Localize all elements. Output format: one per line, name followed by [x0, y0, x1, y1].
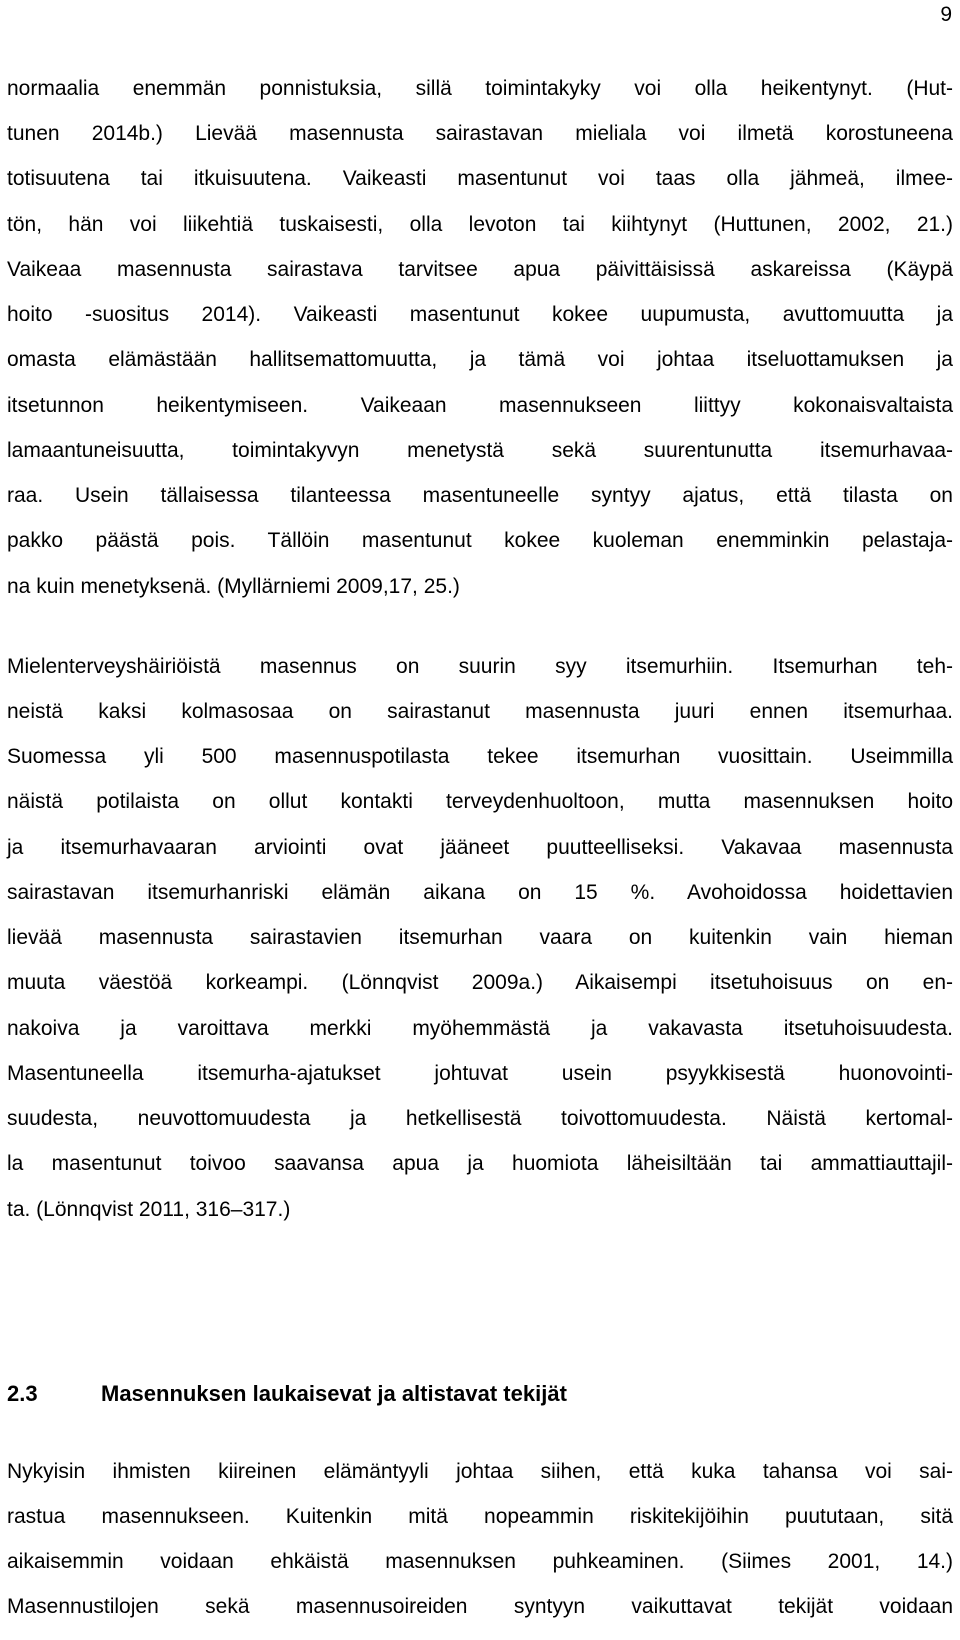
text-line: omasta elämästään hallitsemattomuutta, ja tämä voi johtaa itseluottamuksen ja — [7, 348, 953, 371]
text-line: tön, hän voi liikehtiä tuskaisesti, olla levoton tai kiihtynyt (Huttunen, 2002, 21.) — [7, 213, 953, 236]
section-heading — [7, 1380, 953, 1408]
text-line: hoito -suositus 2014). Vaikeasti masentunut kokee uupumusta, avuttomuutta ja — [7, 303, 953, 326]
text-line: rastua masennukseen. Kuitenkin mitä nopeammin riskitekijöihin puututaan, sitä — [7, 1505, 953, 1528]
text-line: raa. Usein tällaisessa tilanteessa masentuneelle syntyy ajatus, että tilasta on — [7, 484, 953, 507]
text-line: Masentuneella itsemurha-ajatukset johtuvat usein psyykkisestä huonovointi- — [7, 1062, 953, 1085]
text-line: Suomessa yli 500 masennuspotilasta tekee itsemurhan vuosittain. Useimmilla — [7, 745, 953, 768]
text-line: Mielenterveyshäiriöistä masennus on suurin syy itsemurhiin. Itsemurhan teh- — [7, 655, 953, 678]
text-line: normaalia enemmän ponnistuksia, sillä toimintakyky voi olla heikentynyt. (Hut- — [7, 77, 953, 100]
text-line: itsetunnon heikentymiseen. Vaikeaan masennukseen liittyy kokonaisvaltaista — [7, 394, 953, 417]
text-line: muuta väestöä korkeampi. (Lönnqvist 2009a.) Aikaisempi itsetuhoisuus on en- — [7, 971, 953, 994]
text-line: ta. (Lönnqvist 2011, 316–317.) — [7, 1198, 291, 1221]
text-line: näistä potilaista on ollut kontakti terveydenhuoltoon, mutta masennuksen hoito — [7, 790, 953, 813]
text-line: nakoiva ja varoittava merkki myöhemmästä ja vakavasta itsetuhoisuudesta. — [7, 1017, 953, 1040]
text-line: sairastavan itsemurhanriski elämän aikana on 15 %. Avohoidossa hoidettavien — [7, 881, 953, 904]
text-line: ja itsemurhavaaran arviointi ovat jääneet puutteelliseksi. Vakavaa masennusta — [7, 836, 953, 859]
text-line: Nykyisin ihmisten kiireinen elämäntyyli johtaa siihen, että kuka tahansa voi sai- — [7, 1460, 953, 1483]
text-line: Masennustilojen sekä masennusoireiden syntyyn vaikuttavat tekijät voidaan — [7, 1595, 953, 1618]
text-line: tunen 2014b.) Lievää masennusta sairastavan mieliala voi ilmetä korostuneena — [7, 122, 953, 145]
text-line: aikaisemmin voidaan ehkäistä masennuksen puhkeaminen. (Siimes 2001, 14.) — [7, 1550, 953, 1573]
text-line: na kuin menetyksenä. (Myllärniemi 2009,17, 25.) — [7, 575, 460, 598]
section-number: 2.3 — [7, 1381, 38, 1406]
text-line: suudesta, neuvottomuudesta ja hetkellisestä toivottomuudesta. Näistä kertomal- — [7, 1107, 953, 1130]
text-line: la masentunut toivoo saavansa apua ja huomiota läheisiltään tai ammattiauttajil- — [7, 1152, 953, 1175]
page-number: 9 — [940, 3, 952, 26]
text-line: totisuutena tai itkuisuutena. Vaikeasti masentunut voi taas olla jähmeä, ilmee- — [7, 167, 953, 190]
text-line: pakko päästä pois. Tällöin masentunut kokee kuoleman enemminkin pelastaja- — [7, 529, 953, 552]
text-line: neistä kaksi kolmasosaa on sairastanut masennusta juuri ennen itsemurhaa. — [7, 700, 953, 723]
text-line: Vaikeaa masennusta sairastava tarvitsee apua päivittäisissä askareissa (Käypä — [7, 258, 953, 281]
text-line: lievää masennusta sairastavien itsemurhan vaara on kuitenkin vain hieman — [7, 926, 953, 949]
text-line: lamaantuneisuutta, toimintakyvyn menetystä sekä suurentunutta itsemurhavaa- — [7, 439, 953, 462]
section-title: Masennuksen laukaisevat ja altistavat tekijät — [101, 1381, 567, 1406]
